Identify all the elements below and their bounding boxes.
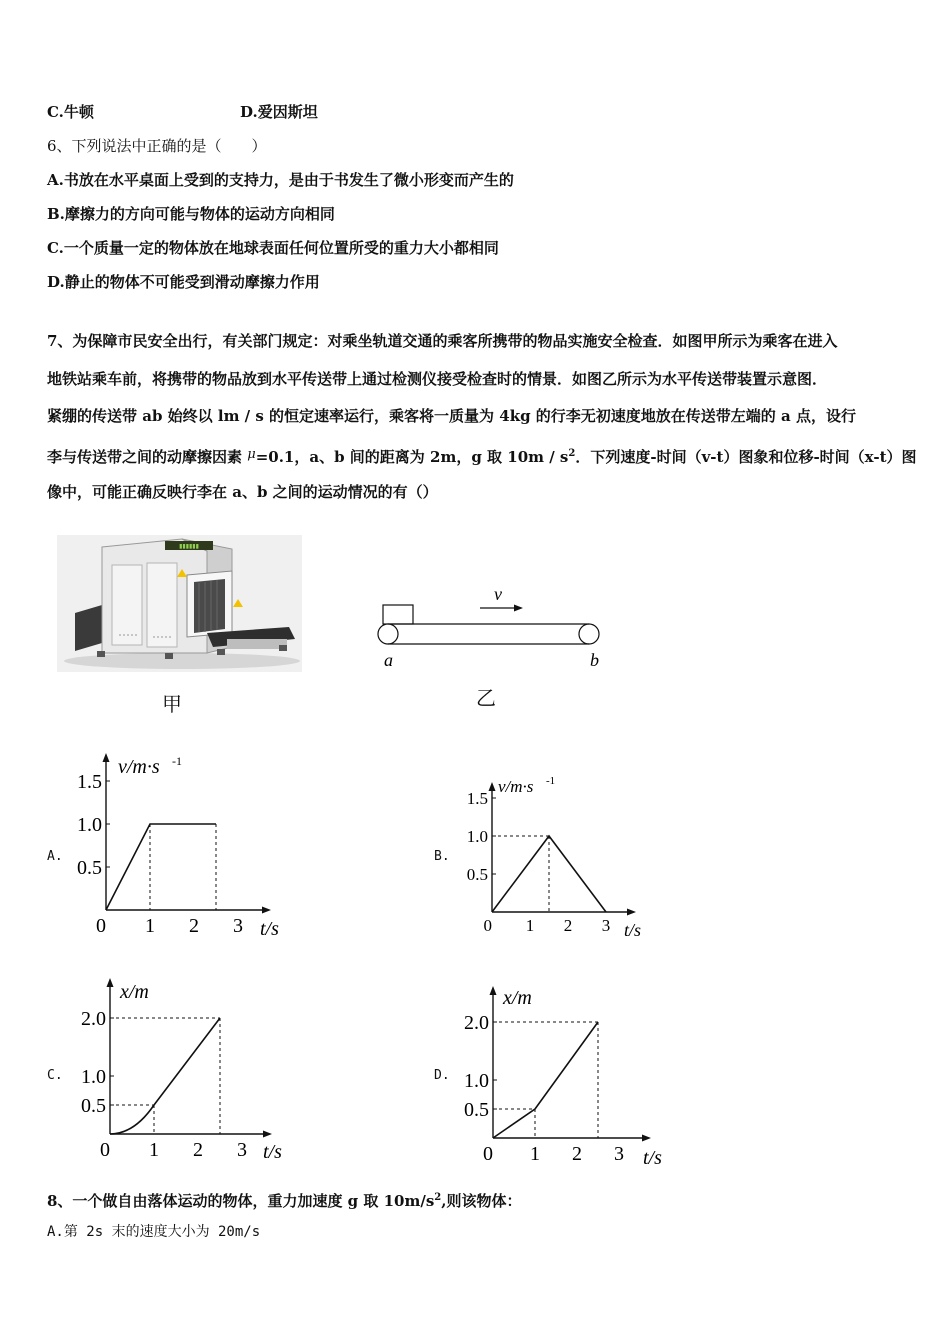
chart-c-xt <box>60 972 320 1170</box>
option-d-label: D. <box>434 1068 450 1083</box>
chart-d-y-tick-label: 1.0 <box>464 1070 489 1092</box>
chart-b-y-tick-label: 0.5 <box>466 864 488 884</box>
velocity-label: v <box>494 584 502 604</box>
chart-b-y-tick-label: 1.0 <box>466 826 488 846</box>
chart-d-x-arrow <box>642 1135 651 1142</box>
chart-a-x-arrow <box>262 907 271 914</box>
chart-a-ylabel: v/m·s <box>118 756 160 778</box>
chart-a-y-arrow <box>103 753 110 762</box>
chart-b-ylabel-sup: -1 <box>546 775 556 787</box>
chart-b-y-tick-label: 1.5 <box>466 788 488 808</box>
option-b-label: B. <box>434 849 450 864</box>
chart-c-y-arrow <box>107 978 114 987</box>
option-a-label: A. <box>47 849 63 864</box>
chart-a-ylabel-sup: -1 <box>172 754 182 768</box>
q8-stem-sup: 2 <box>434 1192 442 1203</box>
chart-d-x-tick-label: 0 <box>483 1143 493 1165</box>
chart-b-x-tick-label: 0 <box>483 916 492 935</box>
chart-a-x-tick-label: 2 <box>189 915 199 937</box>
q8-stem-a: 8、一个做自由落体运动的物体，重力加速度 g 取 10m/s <box>47 1192 435 1210</box>
chart-a-x-tick-label: 0 <box>96 915 106 937</box>
chart-b-x-arrow <box>627 909 636 916</box>
q8-stem-b: ,则该物体： <box>441 1192 522 1210</box>
figure-jia-caption: 甲 <box>162 692 182 716</box>
point-a-label: a <box>384 650 393 670</box>
chart-d-y-tick-label: 0.5 <box>464 1099 489 1121</box>
q7-line-2: 地铁站乘车前，将携带的物品放到水平传送带上通过检测仪接受检查时的情景．如图乙所示为水平传送带装置示意图． <box>47 370 828 388</box>
chart-d-xt <box>445 978 675 1174</box>
conveyor-belt-diagram <box>368 580 618 680</box>
chart-b-xlabel: t/s <box>624 920 642 940</box>
chart-a-series-line <box>106 824 216 910</box>
q7-line-4 <box>47 444 917 467</box>
q7-line-1: 7、为保障市民安全出行，有关部门规定：对乘坐轨道交通的乘客所携带的物品实施安全检查．如图甲所示为乘客在进入 <box>47 332 838 350</box>
left-roller <box>378 624 398 644</box>
q6-option-a: A.书放在水平桌面上受到的支持力，是由于书发生了微小形变而产生的 <box>47 171 514 189</box>
chart-d-x-tick-label: 3 <box>614 1143 624 1165</box>
chart-d-ylabel: x/m <box>503 987 532 1009</box>
chart-a-y-tick-label: 1.0 <box>77 814 102 836</box>
q8-option-a: A.第 2s 末的速度大小为 20m/s <box>47 1224 261 1240</box>
chart-c-x-tick-label: 0 <box>100 1139 110 1161</box>
chart-d-series-line <box>493 1022 598 1138</box>
option-c-label: C. <box>47 1068 63 1083</box>
chart-b-ylabel: v/m·s <box>498 777 534 796</box>
right-roller <box>579 624 599 644</box>
q7-line-4-sup: 2 <box>568 448 576 459</box>
q6-stem: 6、下列说法中正确的是（ ） <box>47 137 267 155</box>
chart-c-y-tick-label: 1.0 <box>81 1066 106 1088</box>
q7-line-4a: 李与传送带之间的动摩擦因素 <box>47 448 243 466</box>
xray-scanner-image <box>57 535 302 672</box>
q7-line-4c: ．下列速度-时间（v-t）图象和位移-时间（x-t）图 <box>575 448 917 466</box>
velocity-arrowhead <box>514 605 523 612</box>
chart-b-x-tick-label: 3 <box>601 916 611 935</box>
chart-a-y-tick-label: 1.5 <box>77 771 102 793</box>
q6-option-d: D.静止的物体不可能受到滑动摩擦力作用 <box>47 273 320 291</box>
chart-a-xlabel: t/s <box>260 918 279 940</box>
mu-symbol: μ <box>247 447 256 462</box>
chart-c-y-tick-label: 0.5 <box>81 1095 106 1117</box>
q7-line-3: 紧绷的传送带 ab 始终以 lm / s 的恒定速率运行，乘客将一质量为 4kg 的行李无初速度地放在传送带左端的 a 点，设行 <box>47 407 856 425</box>
q8-stem <box>47 1188 521 1211</box>
chart-a-x-tick-label: 1 <box>145 915 155 937</box>
chart-c-series-line <box>110 1018 220 1134</box>
chart-d-x-tick-label: 2 <box>572 1143 582 1165</box>
q6-option-c: C.一个质量一定的物体放在地球表面任何位置所受的重力大小都相同 <box>47 239 499 257</box>
q6-option-b: B.摩擦力的方向可能与物体的运动方向相同 <box>47 205 335 223</box>
chart-c-x-arrow <box>263 1131 272 1138</box>
chart-d-x-tick-label: 1 <box>530 1143 540 1165</box>
chart-b-x-tick-label: 1 <box>525 916 535 935</box>
luggage-box <box>383 605 413 624</box>
figure-yi-caption: 乙 <box>476 686 496 710</box>
point-b-label: b <box>590 650 599 670</box>
chart-d-y-tick-label: 2.0 <box>464 1012 489 1034</box>
chart-b-x-tick-label: 2 <box>563 916 573 935</box>
chart-c-x-tick-label: 1 <box>149 1139 159 1161</box>
svg-text:▮▮▮▮▮▮: ▮▮▮▮▮▮ <box>179 544 199 550</box>
q7-line-5: 像中，可能正确反映行李在 a、b 之间的运动情况的有（） <box>47 483 438 501</box>
chart-c-x-tick-label: 2 <box>193 1139 203 1161</box>
chart-c-ylabel: x/m <box>120 981 149 1003</box>
q5-option-d: D.爱因斯坦 <box>240 103 318 121</box>
chart-c-xlabel: t/s <box>263 1141 282 1163</box>
chart-a-x-tick-label: 3 <box>233 915 243 937</box>
chart-b-vt <box>452 770 662 948</box>
q7-line-4b: =0.1，a、b 间的距离为 2m，g 取 10m / s <box>255 448 569 466</box>
chart-a-vt <box>60 745 320 945</box>
chart-a-y-tick-label: 0.5 <box>77 857 102 879</box>
chart-b-y-arrow <box>489 782 496 791</box>
q5-option-c: C.牛顿 <box>47 103 94 121</box>
chart-d-xlabel: t/s <box>643 1147 662 1169</box>
chart-c-y-tick-label: 2.0 <box>81 1008 106 1030</box>
chart-c-x-tick-label: 3 <box>237 1139 247 1161</box>
chart-d-y-arrow <box>490 986 497 995</box>
